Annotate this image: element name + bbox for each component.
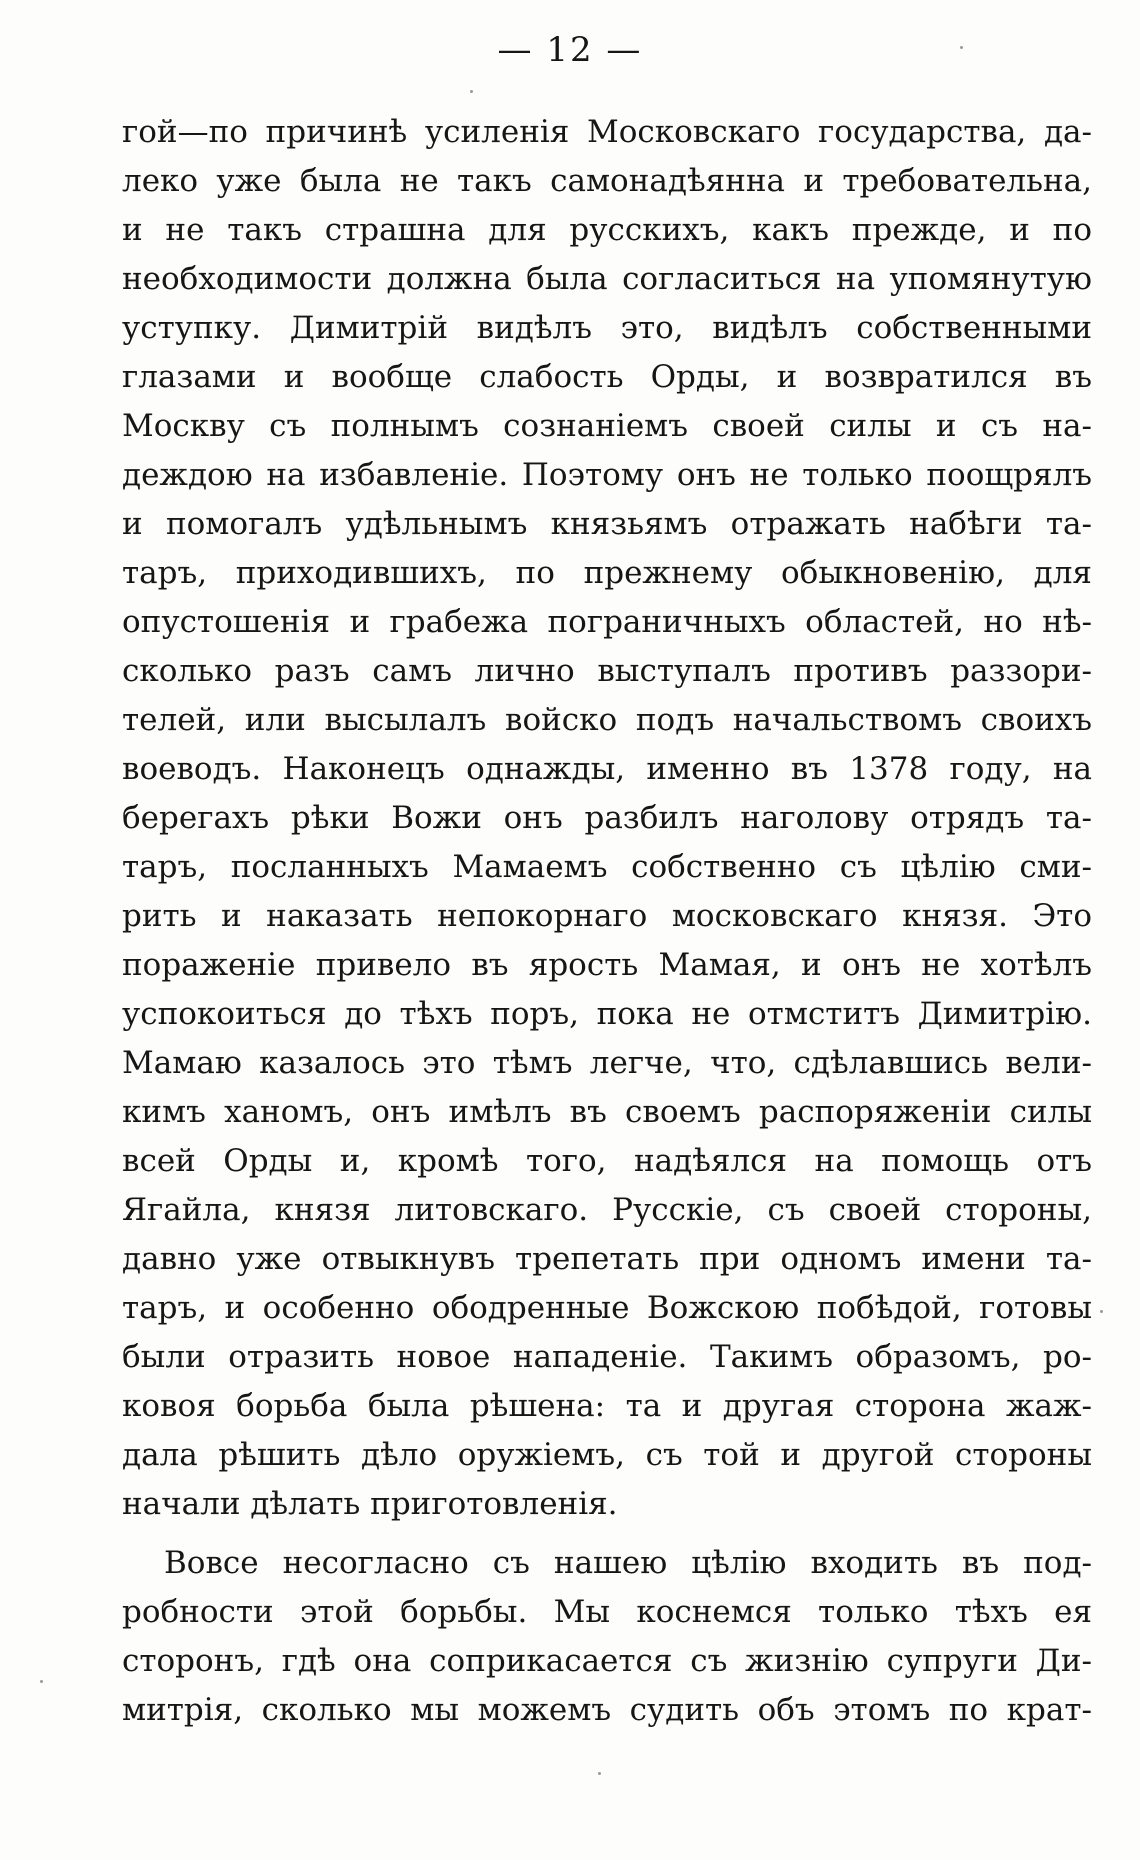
paper-speck [960, 46, 963, 49]
text-line: глазами и вообще слабость Орды, и возвратился въ [122, 359, 1092, 395]
text-line: воеводъ. Наконецъ однажды, именно въ 1378 году, на [122, 751, 1092, 787]
text-line: Ягайла, князя литовскаго. Русскіе, съ своей стороны, [122, 1192, 1092, 1228]
text-line: дала рѣшить дѣло оружіемъ, съ той и другой стороны [122, 1437, 1092, 1473]
text-line: Вовсе несогласно съ нашею цѣлію входить въ под- [164, 1545, 1092, 1581]
text-line: и не такъ страшна для русскихъ, какъ прежде, и по [122, 212, 1092, 248]
text-line: ковоя борьба была рѣшена: та и другая сторона жаж- [122, 1388, 1092, 1424]
page-number: — 12 — [497, 30, 643, 70]
text-line: и помогалъ удѣльнымъ князьямъ отражать набѣги та- [122, 506, 1092, 542]
text-line: необходимости должна была согласиться на упомянутую [122, 261, 1092, 297]
paper-speck [40, 1680, 43, 1683]
text-line: рить и наказать непокорнаго московскаго князя. Это [122, 898, 1092, 934]
body-text [122, 108, 1092, 1735]
text-line: опустошенія и грабежа пограничныхъ областей, но нѣ- [122, 604, 1092, 640]
paper-speck [1100, 1310, 1103, 1313]
text-line: гой—по причинѣ усиленія Московскаго государства, да- [122, 114, 1092, 150]
text-line: начали дѣлать приготовленія. [122, 1486, 618, 1522]
paragraph-2 [122, 1539, 1092, 1735]
text-line: сколько разъ самъ лично выступалъ противъ раззори- [122, 653, 1092, 689]
text-line: митрія, сколько мы можемъ судить объ этомъ по крат- [122, 1692, 1092, 1728]
paper-speck [598, 1772, 601, 1775]
text-line: телей, или высылалъ войско подъ начальствомъ своихъ [122, 702, 1092, 738]
text-line: давно уже отвыкнувъ трепетать при одномъ имени та- [122, 1241, 1092, 1277]
text-line: таръ, и особенно ободренные Вожскою побѣдой, готовы [122, 1290, 1092, 1326]
text-line: робности этой борьбы. Мы коснемся только тѣхъ ея [122, 1594, 1092, 1630]
text-line: Москву съ полнымъ сознаніемъ своей силы и съ на- [122, 408, 1092, 444]
text-line: успокоиться до тѣхъ поръ, пока не отмститъ Димитрію. [122, 996, 1092, 1032]
text-line: всей Орды и, кромѣ того, надѣялся на помощь отъ [122, 1143, 1092, 1179]
text-line: пораженіе привело въ ярость Мамая, и онъ не хотѣлъ [122, 947, 1092, 983]
text-line: берегахъ рѣки Вожи онъ разбилъ наголову отрядъ та- [122, 800, 1092, 836]
text-line: сторонъ, гдѣ она соприкасается съ жизнію супруги Ди- [122, 1643, 1092, 1679]
text-line: таръ, посланныхъ Мамаемъ собственно съ цѣлію сми- [122, 849, 1092, 885]
paragraph-gap [122, 1529, 1092, 1539]
paper-speck [470, 90, 473, 93]
text-line: уступку. Димитрій видѣлъ это, видѣлъ собственными [122, 310, 1092, 346]
paragraph-1 [122, 108, 1092, 1529]
text-line: леко уже была не такъ самонадѣянна и требовательна, [122, 163, 1092, 199]
text-line: были отразить новое нападеніе. Такимъ образомъ, ро- [122, 1339, 1092, 1375]
text-line: таръ, приходившихъ, по прежнему обыкновенію, для [122, 555, 1092, 591]
text-line: кимъ ханомъ, онъ имѣлъ въ своемъ распоряженіи силы [122, 1094, 1092, 1130]
text-line: Мамаю казалось это тѣмъ легче, что, сдѣлавшись вели- [122, 1045, 1092, 1081]
text-line: деждою на избавленіе. Поэтому онъ не только поощрялъ [122, 457, 1092, 493]
